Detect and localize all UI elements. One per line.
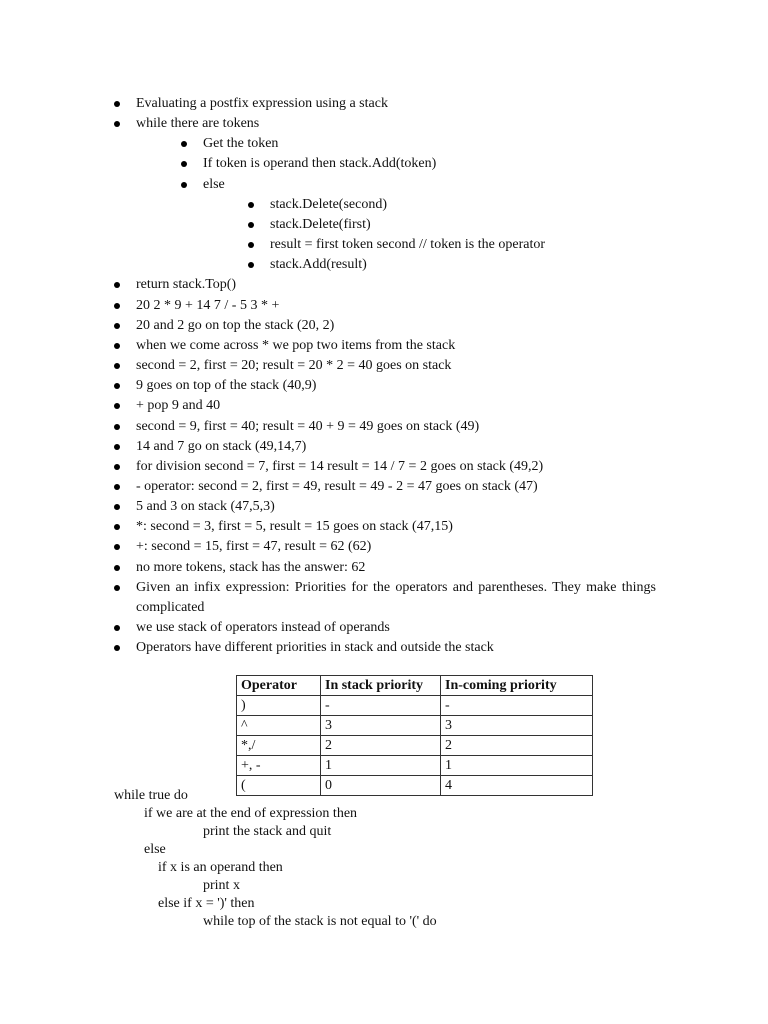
list-item: - operator: second = 2, first = 49, result = 49 - 2 = 47 goes on stack (47) (114, 477, 656, 497)
table-row (237, 756, 593, 776)
table-cell: 1 (321, 756, 441, 776)
table-cell: 1 (441, 756, 593, 776)
list-item: 20 and 2 go on top the stack (20, 2) (114, 316, 656, 336)
list-item: Get the token (181, 134, 656, 154)
list-item: second = 2, first = 20; result = 20 * 2 = 40 goes on stack (114, 356, 656, 376)
column-header-in-stack-priority: In stack priority (321, 676, 441, 696)
column-header-in-coming-priority: In-coming priority (441, 676, 593, 696)
list-item: If token is operand then stack.Add(token) (181, 154, 656, 174)
list-item: 5 and 3 on stack (47,5,3) (114, 497, 656, 517)
table-row (237, 696, 593, 716)
table-row (237, 716, 593, 736)
table-cell: 4 (441, 776, 593, 796)
list-item: Evaluating a postfix expression using a stack (114, 94, 656, 114)
table-cell: 2 (441, 736, 593, 756)
code-line: print the stack and quit (203, 824, 332, 839)
main-bullet-list (114, 94, 656, 658)
list-item: when we come across * we pop two items from the stack (114, 336, 656, 356)
list-item: stack.Delete(second) (248, 195, 656, 215)
table-cell: - (321, 696, 441, 716)
list-item: *: second = 3, first = 5, result = 15 goes on stack (47,15) (114, 517, 656, 537)
list-item: + pop 9 and 40 (114, 396, 656, 416)
table-cell: 3 (321, 716, 441, 736)
list-item: result = first token second // token is the operator (248, 235, 656, 255)
table-cell: 2 (321, 736, 441, 756)
code-line: else if x = ')' then (158, 896, 255, 911)
list-item: 14 and 7 go on stack (49,14,7) (114, 437, 656, 457)
column-header-operator: Operator (237, 676, 321, 696)
table-cell: 3 (441, 716, 593, 736)
code-line: print x (203, 878, 240, 893)
table-cell: ( (237, 776, 321, 796)
code-line: if x is an operand then (158, 860, 283, 875)
table-cell: - (441, 696, 593, 716)
code-line: while top of the stack is not equal to '(' do (203, 914, 437, 929)
list-item: we use stack of operators instead of operands (114, 618, 656, 638)
list-item: Given an infix expression: Priorities for the operators and parentheses. They make things complicated (114, 578, 656, 618)
list-item: 9 goes on top of the stack (40,9) (114, 376, 656, 396)
list-item: +: second = 15, first = 47, result = 62 (62) (114, 537, 656, 557)
sub-sub-bullet-list (248, 195, 656, 276)
list-item: while there are tokens Get the token If token is operand then stack.Add(token) else stack.Delete(second) stack.Delete(first) result = first token second // token is the operator stack.Add(result) (114, 114, 656, 275)
list-item: for division second = 7, first = 14 result = 14 / 7 = 2 goes on stack (49,2) (114, 457, 656, 477)
operator-priority-table (236, 675, 593, 796)
list-item: stack.Delete(first) (248, 215, 656, 235)
table-cell: +, - (237, 756, 321, 776)
table-cell: *,/ (237, 736, 321, 756)
code-line: while true do (114, 788, 188, 803)
table-cell: ) (237, 696, 321, 716)
code-line: if we are at the end of expression then (144, 806, 358, 821)
sub-bullet-list (181, 134, 656, 275)
table-header-row (237, 676, 593, 696)
list-item: stack.Add(result) (248, 255, 656, 275)
table-cell: 0 (321, 776, 441, 796)
table-row (237, 736, 593, 756)
list-item: Operators have different priorities in stack and outside the stack (114, 638, 656, 658)
list-item: second = 9, first = 40; result = 40 + 9 = 49 goes on stack (49) (114, 417, 656, 437)
list-item: return stack.Top() (114, 275, 656, 295)
pseudocode-block (114, 787, 714, 931)
list-item: else stack.Delete(second) stack.Delete(first) result = first token second // token is the operator stack.Add(result) (181, 175, 656, 276)
list-item: no more tokens, stack has the answer: 62 (114, 558, 656, 578)
list-item: 20 2 * 9 + 14 7 / - 5 3 * + (114, 296, 656, 316)
code-line: else (144, 842, 166, 857)
table-cell: ^ (237, 716, 321, 736)
